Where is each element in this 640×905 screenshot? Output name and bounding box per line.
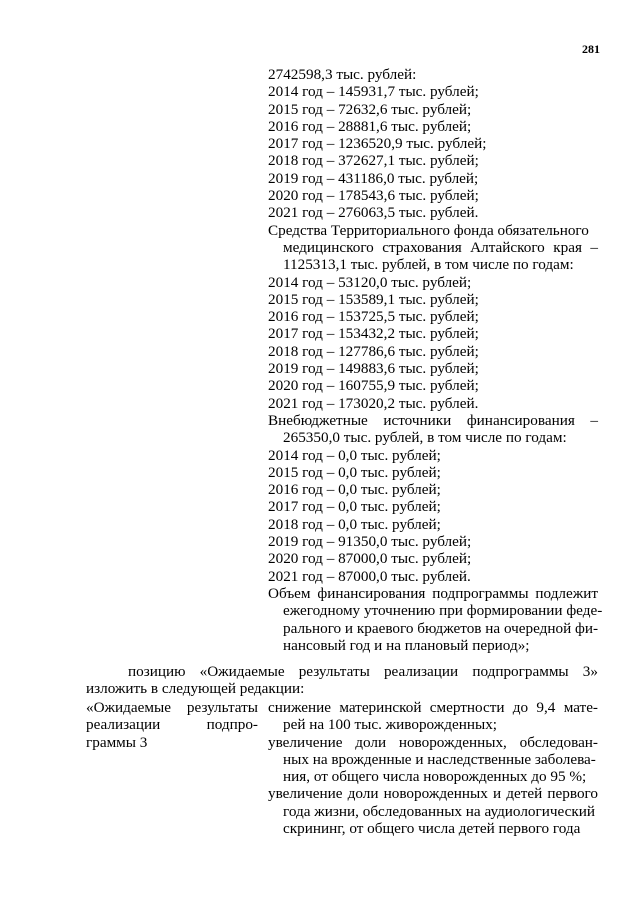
- result-item-continuation: ных на врожденные и наследственные заболева- ния, от общего числа новорожденных до 95 %;: [283, 750, 596, 786]
- offbudget-heading-line1: Внебюджетные источники финансирования –: [268, 411, 598, 429]
- offbudget-year-2014: 2014 год – 0,0 тыс. рублей;: [268, 446, 441, 464]
- federal-year-2016: 2016 год – 28881,6 тыс. рублей;: [268, 117, 472, 135]
- tfoms-year-2018: 2018 год – 127786,6 тыс. рублей;: [268, 342, 479, 360]
- result-item: [268, 734, 598, 786]
- financing-column: [268, 66, 603, 654]
- federal-year-2020: 2020 год – 178543,6 тыс. рублей;: [268, 187, 479, 205]
- result-item-first-line: увеличение доли новорожденных, обследован-: [268, 733, 598, 751]
- result-item-continuation: рей на 100 тыс. живорожденных;: [283, 716, 498, 734]
- note-line4: нансовый год и на плановый период»;: [283, 636, 530, 654]
- tfoms-year-2020: 2020 год – 160755,9 тыс. рублей;: [268, 377, 479, 395]
- federal-total: 2742598,3 тыс. рублей:: [268, 66, 417, 83]
- note-line2: ежегодному уточнению при формировании феде-: [283, 602, 603, 620]
- position-instruction: позицию «Ожидаемые результаты реализации подпрограммы 3» изложить в следующей редакции:: [86, 663, 598, 698]
- table-left-word: подпро-: [206, 716, 258, 734]
- offbudget-year-2020: 2020 год – 87000,0 тыс. рублей;: [268, 550, 472, 568]
- note-line1: Объем финансирования подпрограммы подлежит: [268, 584, 598, 602]
- result-item-first-line: снижение материнской смертности до 9,4 матe-: [268, 699, 598, 716]
- table-left-word: реализации: [86, 716, 161, 734]
- tfoms-heading-line2: медицинского страхования Алтайского края –: [283, 238, 598, 256]
- tfoms-year-2014: 2014 год – 53120,0 тыс. рублей;: [268, 273, 472, 291]
- table-left-word: граммы 3: [86, 733, 148, 751]
- offbudget-year-2017: 2017 год – 0,0 тыс. рублей;: [268, 498, 441, 516]
- result-item-continuation: года жизни, обследованных на аудиологический скрининг, от общего числа детей первого года: [283, 802, 595, 838]
- federal-year-2014: 2014 год – 145931,7 тыс. рублей;: [268, 83, 479, 101]
- note-line3: рального и краевого бюджетов на очередной фи-: [283, 619, 599, 637]
- federal-year-2021: 2021 год – 276063,5 тыс. рублей.: [268, 204, 479, 222]
- tfoms-year-2019: 2019 год – 149883,6 тыс. рублей;: [268, 360, 479, 378]
- offbudget-year-2018: 2018 год – 0,0 тыс. рублей;: [268, 515, 441, 533]
- tfoms-heading-line1: Средства Территориального фонда обязательного: [268, 221, 589, 239]
- table-left-word: результаты: [186, 699, 258, 716]
- table-right-cell: [268, 699, 598, 837]
- federal-year-2015: 2015 год – 72632,6 тыс. рублей;: [268, 100, 472, 118]
- table-left-cell: [86, 699, 258, 751]
- page-number: 281: [582, 42, 600, 56]
- table-left-word: «Ожидаемые: [86, 699, 171, 716]
- offbudget-year-2016: 2016 год – 0,0 тыс. рублей;: [268, 481, 441, 499]
- offbudget-year-2015: 2015 год – 0,0 тыс. рублей;: [268, 463, 441, 481]
- federal-year-2018: 2018 год – 372627,1 тыс. рублей;: [268, 152, 479, 170]
- offbudget-heading-line2: 265350,0 тыс. рублей, в том числе по годам:: [283, 429, 567, 447]
- federal-year-2017: 2017 год – 1236520,9 тыс. рублей;: [268, 135, 487, 153]
- offbudget-year-2019: 2019 год – 91350,0 тыс. рублей;: [268, 533, 472, 551]
- table-left-line2: [86, 716, 258, 733]
- tfoms-year-2017: 2017 год – 153432,2 тыс. рублей;: [268, 325, 479, 343]
- table-left-line1: [86, 699, 258, 716]
- tfoms-heading-line3: 1125313,1 тыс. рублей, в том числе по годам:: [283, 256, 574, 274]
- federal-year-2019: 2019 год – 431186,0 тыс. рублей;: [268, 169, 479, 187]
- offbudget-year-2021: 2021 год – 87000,0 тыс. рублей.: [268, 567, 471, 585]
- tfoms-year-2021: 2021 год – 173020,2 тыс. рублей.: [268, 394, 479, 412]
- tfoms-year-2015: 2015 год – 153589,1 тыс. рублей;: [268, 290, 479, 308]
- result-item: [268, 699, 598, 734]
- tfoms-year-2016: 2016 год – 153725,5 тыс. рублей;: [268, 308, 479, 326]
- table-left-line3: [86, 734, 258, 751]
- result-item-first-line: увеличение доли новорожденных и детей первого: [268, 785, 598, 803]
- result-item: [268, 785, 598, 837]
